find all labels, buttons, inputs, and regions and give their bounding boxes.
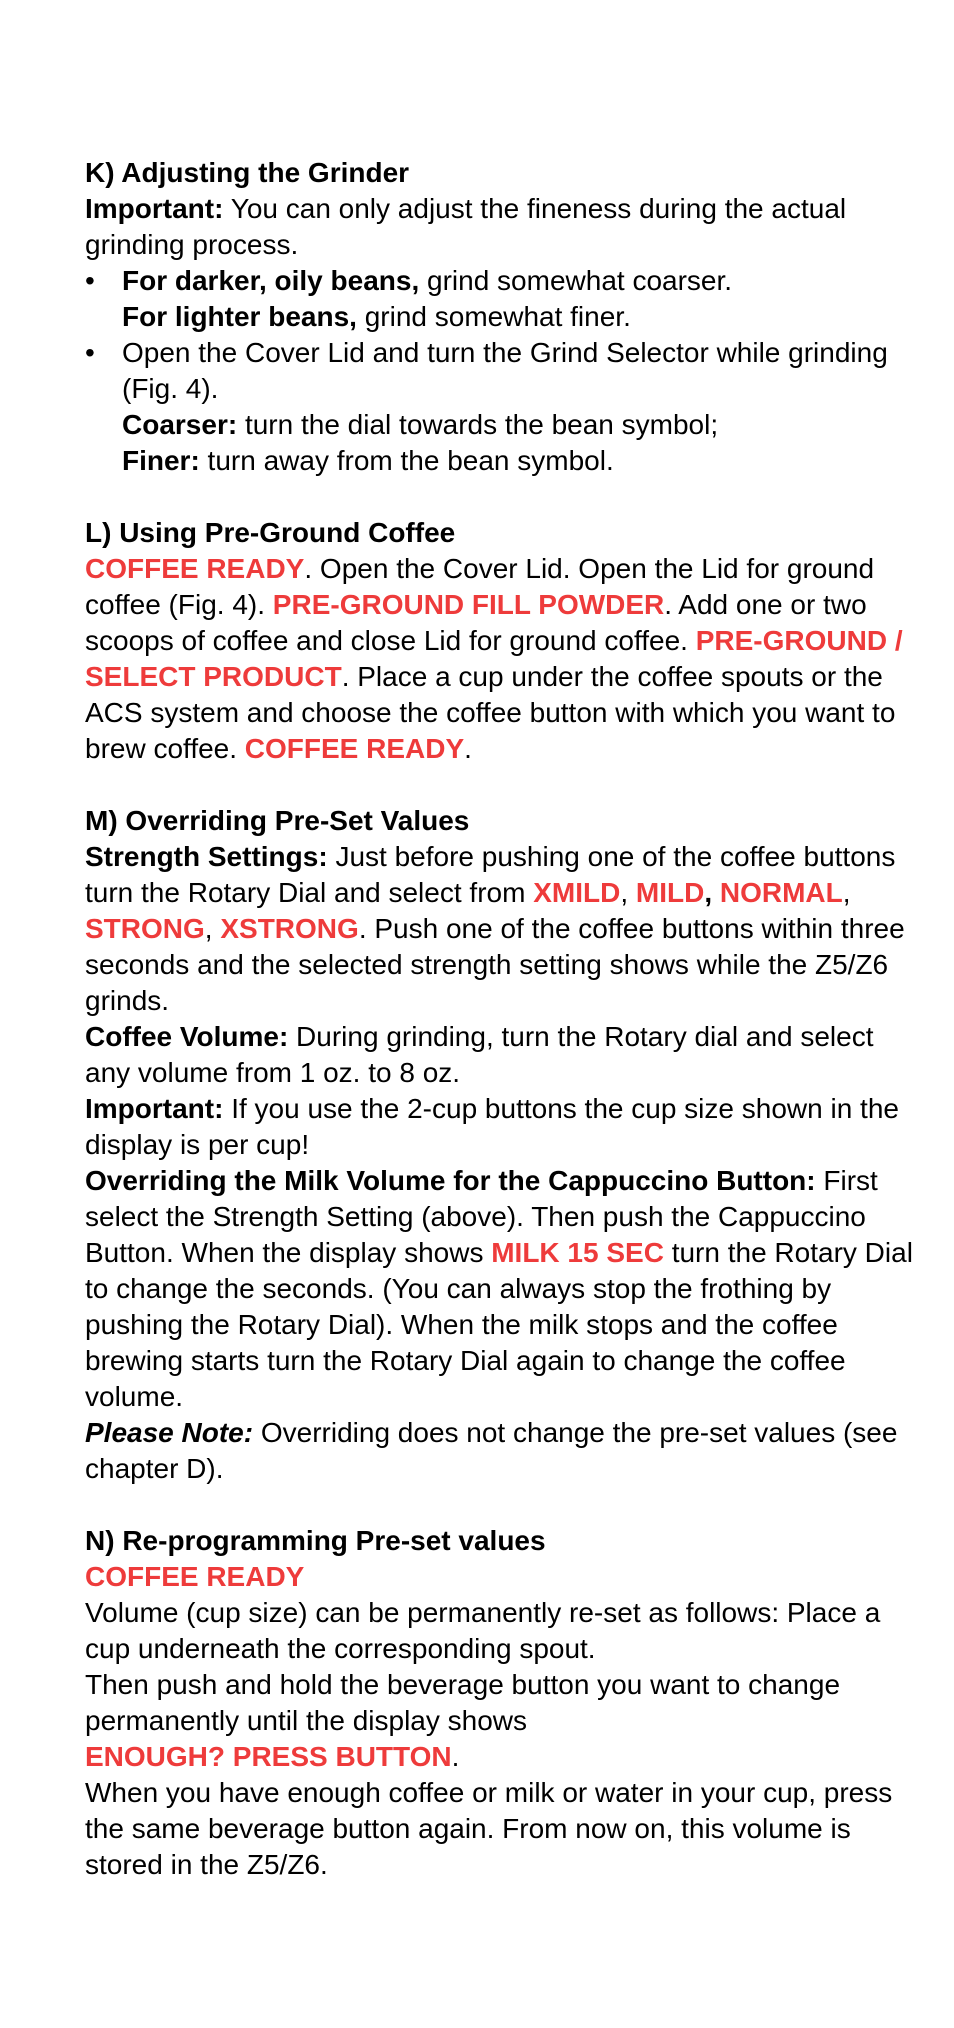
push-hold-paragraph: Then push and hold the beverage button you want to change permanently until the display shows bbox=[85, 1669, 841, 1736]
separator: , bbox=[842, 877, 851, 908]
section-adjusting-grinder bbox=[85, 155, 914, 479]
display-enough-press: ENOUGH? PRESS BUTTON bbox=[85, 1741, 452, 1772]
display-strong: STRONG bbox=[85, 913, 205, 944]
body-text: . Place a cup under the coffee spouts or the ACS system and choose the coffee button with which you want to brew coffee. bbox=[85, 661, 896, 764]
body-text: turn the Rotary Dial to change the seconds. (You can always stop the frothing by pushing the Rotary Dial). When the milk stops and the coffee brewing starts turn the Rotary Dial again to change the coffee volume. bbox=[85, 1237, 913, 1412]
section-n-title: N) Re-programming Pre-set values bbox=[85, 1525, 546, 1556]
body-text: . Add one or two scoops of coffee and close Lid for ground coffee. bbox=[85, 589, 867, 656]
coarser-label: Coarser: bbox=[122, 409, 238, 440]
body-text: . bbox=[464, 733, 472, 764]
list-item bbox=[85, 263, 914, 335]
bullet-dot: • bbox=[85, 337, 95, 368]
body-text: If you use the 2-cup buttons the cup size shown in the display is per cup! bbox=[85, 1093, 899, 1160]
section-reprogramming-values bbox=[85, 1523, 914, 1883]
important-paragraph bbox=[85, 1091, 914, 1163]
separator: , bbox=[620, 877, 636, 908]
coarser-text: turn the dial towards the bean symbol; bbox=[237, 409, 719, 440]
body-text: Overriding does not change the pre-set values (see chapter D). bbox=[85, 1417, 898, 1484]
section-l-title: L) Using Pre-Ground Coffee bbox=[85, 517, 456, 548]
lighter-beans-text: grind somewhat finer. bbox=[356, 301, 631, 332]
coffee-volume-paragraph bbox=[85, 1019, 914, 1091]
strength-label: Strength Settings: bbox=[85, 841, 328, 872]
display-milk: MILK 15 SEC bbox=[491, 1237, 664, 1268]
separator: , bbox=[204, 913, 221, 944]
display-message: PRE-GROUND FILL POWDER bbox=[272, 589, 665, 620]
body-text: During grinding, turn the Rotary dial and select any volume from 1 oz. to 8 oz. bbox=[85, 1021, 874, 1088]
display-xstrong: XSTRONG bbox=[220, 913, 359, 944]
body-text: First select the Strength Setting (above). Then push the Cappuccino Button. When the display shows bbox=[85, 1165, 878, 1268]
note-label: Please Note: bbox=[85, 1417, 254, 1448]
section-pre-ground-coffee bbox=[85, 515, 914, 767]
body-text: . Open the Cover Lid. Open the Lid for ground coffee (Fig. 4). bbox=[85, 553, 875, 620]
section-k-important bbox=[85, 191, 914, 263]
display-message: COFFEE READY bbox=[244, 733, 465, 764]
section-k-title: K) Adjusting the Grinder bbox=[85, 157, 410, 188]
display-coffee-ready: COFFEE READY bbox=[85, 1561, 305, 1592]
lighter-beans-label: For lighter beans, bbox=[122, 301, 357, 332]
darker-beans-label: For darker, oily beans, bbox=[122, 265, 420, 296]
important-label: Important: bbox=[85, 1093, 224, 1124]
darker-beans-text: grind somewhat coarser. bbox=[419, 265, 733, 296]
section-l-body bbox=[85, 551, 914, 767]
section-m-title: M) Overriding Pre-Set Values bbox=[85, 805, 470, 836]
body-text: Just before pushing one of the coffee buttons turn the Rotary Dial and select from bbox=[85, 841, 896, 908]
display-mild: MILD bbox=[635, 877, 705, 908]
bullet-dot: • bbox=[85, 265, 95, 296]
display-message: PRE-GROUND / SELECT PRODUCT bbox=[85, 625, 903, 692]
volume-paragraph: Volume (cup size) can be permanently re-set as follows: Place a cup underneath the corresponding spout. bbox=[85, 1597, 881, 1664]
strength-settings-paragraph bbox=[85, 839, 914, 1019]
enough-press-line bbox=[85, 1739, 914, 1775]
milk-label: Overriding the Milk Volume for the Cappuccino Button: bbox=[85, 1165, 816, 1196]
volume-label: Coffee Volume: bbox=[85, 1021, 289, 1052]
list-item bbox=[85, 335, 914, 479]
please-note-paragraph bbox=[85, 1415, 914, 1487]
grinder-bullet-list bbox=[85, 263, 914, 479]
important-label: Important: bbox=[85, 193, 224, 224]
finer-label: Finer: bbox=[122, 445, 200, 476]
stored-paragraph: When you have enough coffee or milk or water in your cup, press the same beverage button again. From now on, this volume is stored in the Z5/Z6. bbox=[85, 1777, 893, 1880]
section-overriding-values bbox=[85, 803, 914, 1487]
milk-volume-paragraph bbox=[85, 1163, 914, 1415]
grind-selector-text: Open the Cover Lid and turn the Grind Selector while grinding (Fig. 4). bbox=[122, 337, 888, 404]
display-message: COFFEE READY bbox=[85, 553, 305, 584]
separator bbox=[712, 877, 720, 908]
body-text: . Push one of the coffee buttons within three seconds and the selected strength setting shows while the Z5/Z6 grinds. bbox=[85, 913, 905, 1016]
body-text: . bbox=[451, 1741, 460, 1772]
display-xmild: XMILD bbox=[533, 877, 621, 908]
display-normal: NORMAL bbox=[719, 877, 843, 908]
finer-text: turn away from the bean symbol. bbox=[199, 445, 614, 476]
separator: , bbox=[704, 877, 713, 908]
important-text: You can only adjust the fineness during the actual grinding process. bbox=[85, 193, 847, 260]
